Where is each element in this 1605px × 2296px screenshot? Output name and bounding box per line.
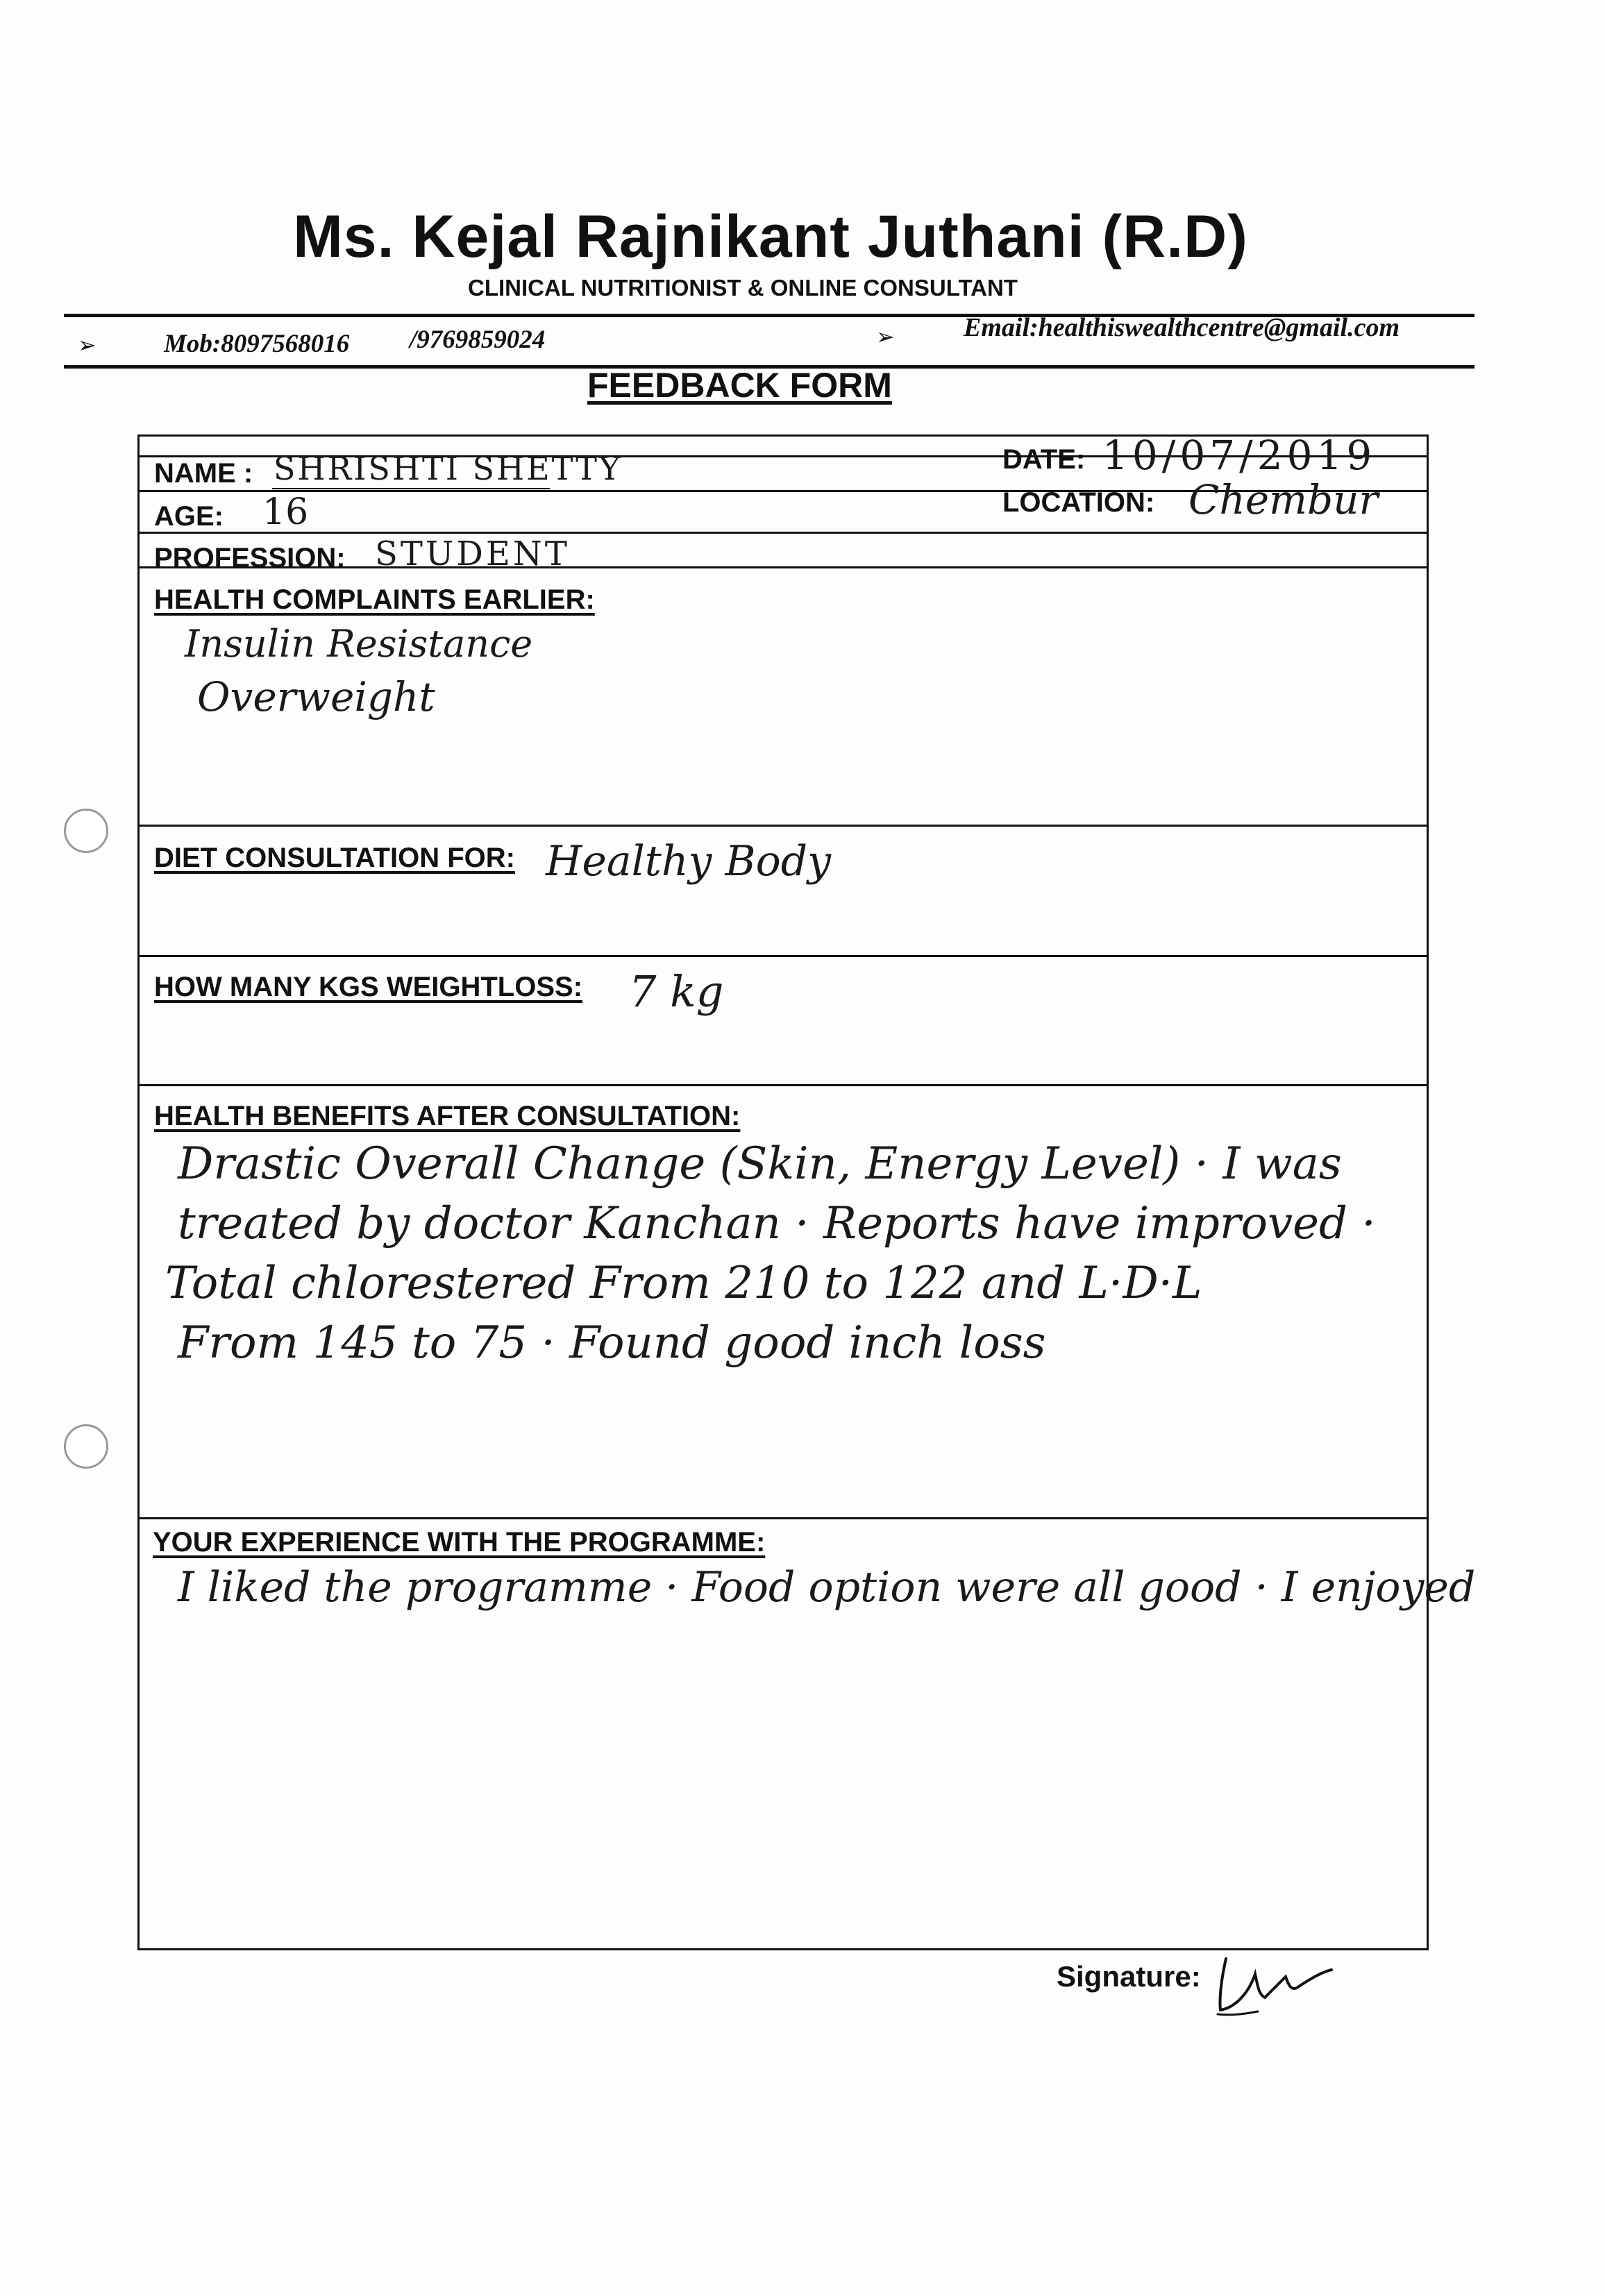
name-underline xyxy=(272,488,550,489)
name-label: NAME : xyxy=(154,458,253,489)
weightloss-label: HOW MANY KGS WEIGHTLOSS: xyxy=(154,972,583,1002)
experience-line-1: I liked the programme · Food option were all good · I enjoyed xyxy=(178,1563,1476,1612)
form-title: FEEDBACK FORM xyxy=(587,366,892,405)
signature-icon xyxy=(1216,1949,1334,2018)
profession-label: PROFESSION: xyxy=(154,543,346,573)
practitioner-subtitle: CLINICAL NUTRITIONIST & ONLINE CONSULTANT xyxy=(468,275,1018,301)
complaints-line-2: Overweight xyxy=(197,673,435,720)
name-value: SHRISHTI SHETTY xyxy=(274,450,623,487)
section-divider xyxy=(137,1517,1429,1519)
mobile-number-alt: /9769859024 xyxy=(410,326,546,354)
date-value: 10/07/2019 xyxy=(1102,432,1377,479)
letterhead xyxy=(0,0,1605,389)
complaints-line-1: Insulin Resistance xyxy=(185,622,533,666)
arrow-icon: ➢ xyxy=(876,323,895,350)
arrow-icon: ➢ xyxy=(78,332,96,358)
row-line xyxy=(137,532,1429,534)
mobile-number: Mob:8097568016 xyxy=(164,330,350,358)
location-label: LOCATION: xyxy=(1002,487,1155,518)
section-divider xyxy=(137,955,1429,957)
weightloss-value: 7 kg xyxy=(629,966,724,1017)
profession-value: STUDENT xyxy=(375,534,570,573)
experience-label: YOUR EXPERIENCE WITH THE PROGRAMME: xyxy=(153,1527,766,1558)
diet-label: DIET CONSULTATION FOR: xyxy=(154,843,515,873)
age-label: AGE: xyxy=(154,501,224,532)
email-address: Email:healthiswealthcentre@gmail.com xyxy=(964,313,1400,342)
signature-mark xyxy=(1216,1949,1334,2018)
date-label: DATE: xyxy=(1002,444,1086,475)
section-divider xyxy=(137,825,1429,827)
benefits-line-1: Drastic Overall Change (Skin, Energy Level) · I was xyxy=(178,1138,1342,1190)
location-value: Chembur xyxy=(1188,476,1379,523)
diet-value: Healthy Body xyxy=(546,837,832,886)
benefits-label: HEALTH BENEFITS AFTER CONSULTATION: xyxy=(154,1101,741,1131)
benefits-line-2: treated by doctor Kanchan · Reports have improved · xyxy=(178,1198,1376,1249)
punch-hole-top xyxy=(64,809,108,853)
section-divider xyxy=(137,1084,1429,1086)
complaints-label: HEALTH COMPLAINTS EARLIER: xyxy=(154,584,595,615)
benefits-line-4: From 145 to 75 · Found good inch loss xyxy=(178,1317,1046,1369)
age-value: 16 xyxy=(262,491,309,533)
signature-label: Signature: xyxy=(1057,1960,1201,1993)
punch-hole-bottom xyxy=(64,1424,108,1469)
practitioner-name: Ms. Kejal Rajnikant Juthani (R.D) xyxy=(293,203,1248,270)
benefits-line-3: Total chlorestered From 210 to 122 and L·D·L xyxy=(165,1258,1202,1309)
